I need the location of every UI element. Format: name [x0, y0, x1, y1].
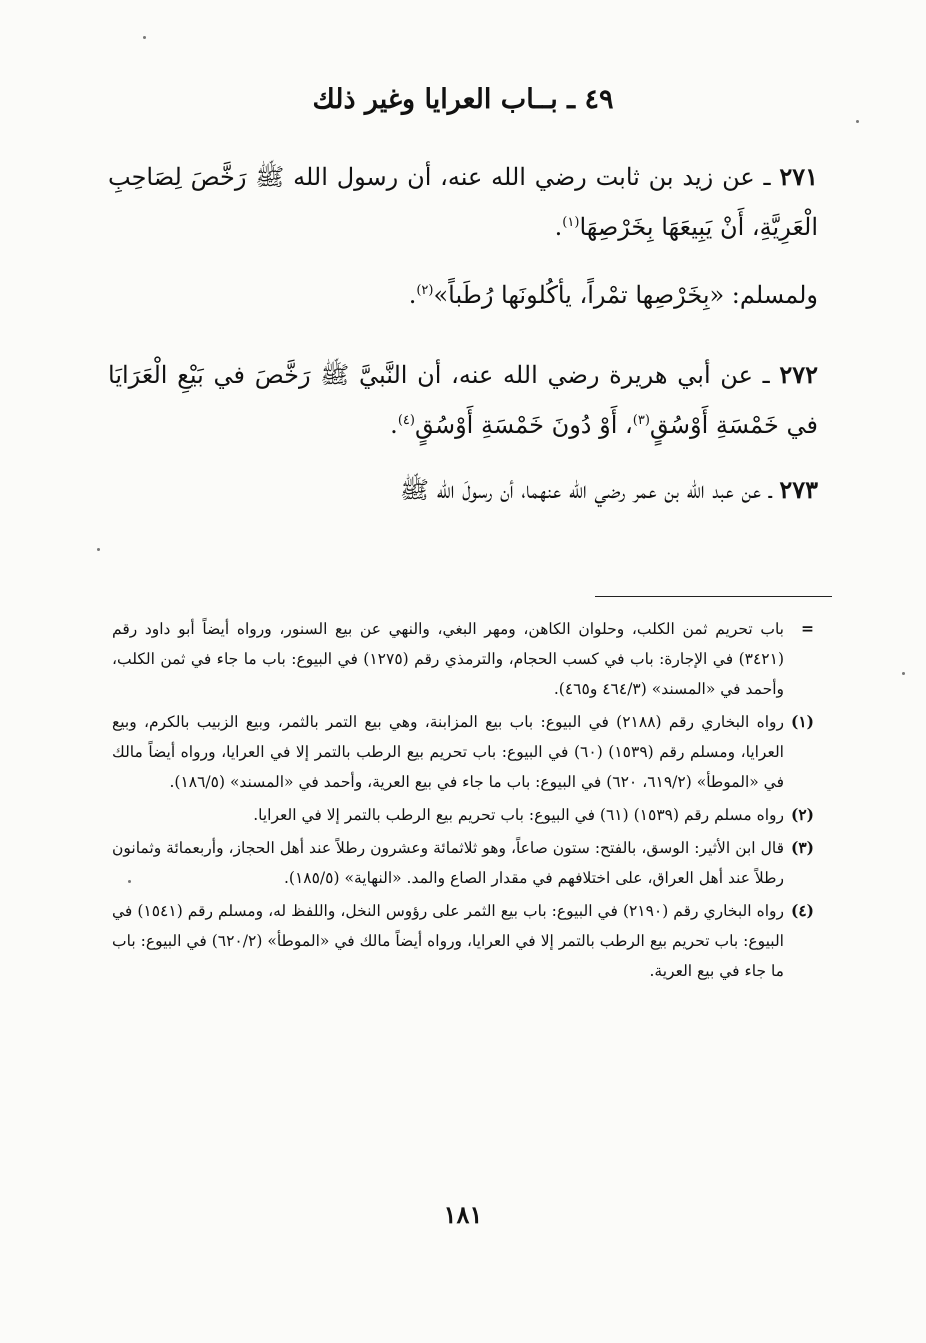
footnote-mark: (١): [790, 712, 814, 731]
hadith-text-continued: ، أَوْ دُونَ خَمْسَةِ أَوْسُقٍ: [414, 411, 633, 439]
footnote-mark: (٤): [790, 901, 814, 920]
footnote-text: قال ابن الأثير: الوسق، بالفتح: ستون صاعاً، وهو ثلاثمائة وعشرون رطلاً عند أهل الحجاز، وأربعمائة وثمانون رطلاً عند أهل العراق، على اختلافهم في مقدار الصاع والمد. «النهاية» (١٨٥/٥).: [112, 839, 784, 887]
hadith-number: ٢٧٢: [779, 360, 818, 389]
hadith-273: [108, 465, 818, 515]
footnote-text: رواه مسلم رقم (١٥٣٩) (٦١) في البيوع: باب تحريم بيع الرطب بالتمر إلا في العرايا.: [253, 806, 784, 824]
footnote-continuation: [112, 614, 814, 704]
footnote-ref: (٣): [632, 413, 650, 428]
footnote-mark: (٢): [790, 805, 814, 824]
footnote-text: باب تحريم ثمن الكلب، وحلوان الكاهن، ومهر البغي، والنهي عن بيع السنور، ورواه أيضاً أبو داود رقم (٣٤٢١) في الإجارة: باب في كسب الحجام، والترمذي رقم (١٢٧٥) في البيوع: باب ما جاء في ثمن الكلب، وأحمد في «المسند» (٤٦٤/٣ و٤٦٥).: [112, 620, 784, 698]
footnote-ref: (١): [562, 215, 580, 230]
chapter-title: ٤٩ ـ بــاب العرايا وغير ذلك: [312, 84, 614, 115]
footnote-1: [112, 707, 814, 797]
hadith-text: ـ عن زيد بن ثابت رضي الله عنه، أن رسول الله ﷺ رَخَّصَ لِصَاحِبِ الْعَرِيَّةِ، أَنْ يَبِيعَهَا بِخَرْصِهَا: [108, 163, 818, 241]
footnote-text: رواه البخاري رقم (٢١٩٠) في البيوع: باب بيع الثمر على رؤوس النخل، واللفظ له، ومسلم رقم (١٥٤١) في البيوع: باب تحريم بيع الرطب بالتمر إلا في العرايا، ورواه أيضاً مالك في «الموطأ» (٦٢٠/٢) في البيوع: باب ما جاء في بيع العرية.: [112, 902, 785, 980]
footnote-ref: (٤): [397, 413, 415, 428]
footnote-3: [112, 833, 814, 893]
scan-speck: [143, 36, 146, 39]
hadith-271-muslim-variant: [108, 270, 818, 320]
footnote-mark: (٣): [790, 838, 814, 857]
scan-speck: [856, 120, 859, 123]
footnote-text: رواه البخاري رقم (٢١٨٨) في البيوع: باب بيع المزابنة، وهي بيع التمر بالثمر، وبيع الزبيب بالكرم، وبيع العرايا، ومسلم رقم (١٥٣٩) (٦٠) في البيوع: باب تحريم بيع الرطب بالتمر إلا في العرايا، ورواه أيضاً مالك في «الموطأ» (٦١٩/٢، ٦٢٠) في البيوع: باب ما جاء في بيع العرية، وأحمد في «المسند» (١٨٦/٥).: [112, 713, 784, 791]
hadith-end: .: [554, 213, 563, 241]
hadith-text: ولمسلم: «بِخَرْصِها تمْراً، يأكُلونَها رُطَباً»: [433, 281, 818, 309]
scan-speck: [97, 548, 100, 551]
hadith-271: [108, 152, 818, 252]
hadith-text: ـ عن أبي هريرة رضي الله عنه، أن النَّبيَّ ﷺ رَخَّصَ في بَيْعِ الْعَرَايَا في خَمْسَةِ أَوْسُقٍ: [108, 361, 818, 439]
page-number: ١٨١: [443, 1200, 483, 1229]
hadith-end: .: [408, 281, 417, 309]
hadith-272: [108, 350, 818, 450]
footnote-4: [112, 896, 814, 986]
footnote-2: [112, 800, 814, 830]
hadith-number: ٢٧٣: [779, 475, 818, 504]
footnote-ref: (٢): [416, 283, 434, 298]
scan-speck: [902, 672, 905, 675]
footnotes: [112, 614, 814, 989]
footnote-divider: [595, 596, 832, 597]
hadith-end: .: [390, 411, 398, 439]
hadith-number: ٢٧١: [779, 162, 818, 191]
hadith-text: ـ عن عبد الله بن عمر رضي الله عنهما، أن رسولَ الله ﷺ: [399, 476, 780, 504]
footnote-mark: =: [801, 619, 814, 638]
